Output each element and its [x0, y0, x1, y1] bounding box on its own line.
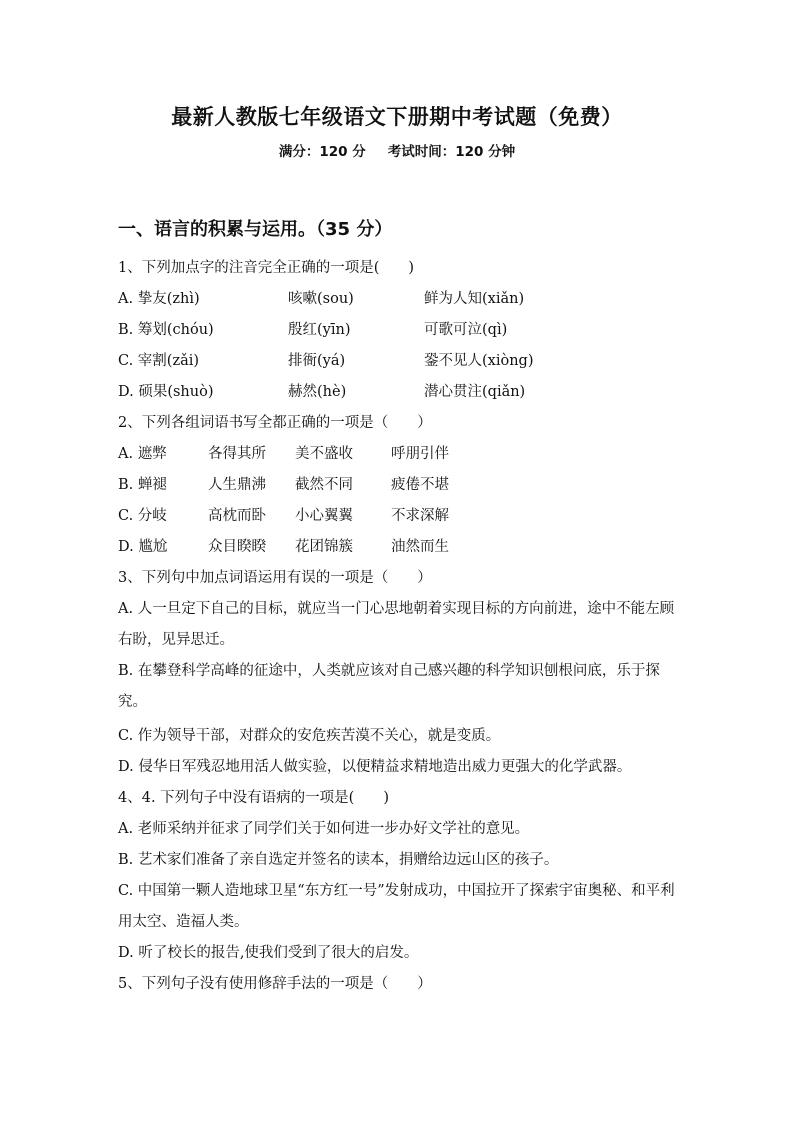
- full-score: 满分：120 分: [278, 144, 366, 160]
- question-3-option-a: A. 人一旦定下自己的目标，就应当一门心思地朝着实现目标的方向前进，途中不能左顾右盼，见异思迁。: [118, 601, 675, 648]
- option-text: 銎不见人(xiòng): [424, 353, 534, 369]
- question-2-option-d: [118, 536, 678, 558]
- question-3-option-b: B. 在攀登科学高峰的征途中，人类就应该对自己感兴趣的科学知识刨根问底，乐于探究。: [118, 663, 660, 710]
- option-text: 人生鼎沸: [208, 477, 266, 493]
- option-text: 呼朋引伴: [391, 446, 449, 462]
- option-text: B. 蝉褪: [118, 477, 167, 493]
- question-4-option-c: C. 中国第一颗人造地球卫星“东方红一号”发射成功，中国拉开了探索宇宙奥秘、和平利用太空、造福人类。: [118, 883, 675, 930]
- question-2-option-b: [118, 474, 678, 496]
- option-text: 花团锦簇: [295, 539, 353, 555]
- option-text: C. 宰割(zǎi): [118, 353, 200, 369]
- option-text: 鲜为人知(xiǎn): [424, 291, 525, 307]
- option-text: C. 分岐: [118, 508, 167, 524]
- option-text: 美不盛收: [295, 446, 353, 462]
- question-4-option-d: D. 听了校长的报告,使我们受到了很大的启发。: [118, 945, 419, 961]
- option-text: 不求深解: [391, 508, 449, 524]
- option-text: D. 尴尬: [118, 539, 168, 555]
- option-text: 截然不同: [295, 477, 353, 493]
- question-2-stem: 2、下列各组词语书写全都正确的一项是（ ）: [118, 415, 432, 431]
- question-4-option-b: B. 艺术家们准备了亲自选定并签名的读本，捐赠给边远山区的孩子。: [118, 852, 559, 868]
- question-3-stem: 3、下列句中加点词语运用有误的一项是（ ）: [118, 570, 432, 586]
- option-text: 各得其所: [208, 446, 266, 462]
- question-5-stem: 5、下列句子没有使用修辞手法的一项是（ ）: [118, 976, 432, 992]
- option-text: A. 遮弊: [118, 446, 167, 462]
- option-text: 油然而生: [391, 539, 449, 555]
- option-text: 小心翼翼: [295, 508, 353, 524]
- option-text: 咳嗽(sou): [288, 291, 354, 307]
- question-4-stem: 4、4. 下列句子中没有语病的一项是( ): [118, 790, 389, 806]
- exam-time: 考试时间：120 分钟: [387, 144, 516, 160]
- question-1-option-b: [118, 319, 678, 341]
- option-text: 疲倦不堪: [391, 477, 449, 493]
- section-heading: 一、语言的积累与运用。（35 分）: [118, 219, 393, 240]
- option-text: 赫然(hè): [288, 384, 347, 400]
- option-text: 可歌可泣(qì): [424, 322, 508, 338]
- option-text: 众目睽睽: [208, 539, 266, 555]
- question-1-option-a: [118, 288, 678, 310]
- question-3-option-c: C. 作为领导干部，对群众的安危疾苦漠不关心，就是变质。: [118, 728, 501, 744]
- option-text: 潜心贯注(qiǎn): [424, 384, 526, 400]
- option-text: B. 筹划(chóu): [118, 322, 214, 338]
- question-2-option-a: [118, 443, 678, 465]
- question-1-stem: 1、下列加点字的注音完全正确的一项是( ): [118, 260, 415, 276]
- option-text: D. 硕果(shuò): [118, 384, 214, 400]
- question-1-option-c: [118, 350, 678, 372]
- option-text: 殷红(yīn): [288, 322, 351, 338]
- question-3-option-d: D. 侵华日军残忍地用活人做实验，以便精益求精地造出威力更强大的化学武器。: [118, 759, 632, 775]
- question-4-option-a: A. 老师采纳并征求了同学们关于如何进一步办好文学社的意见。: [118, 821, 530, 837]
- option-text: 高枕而卧: [208, 508, 266, 524]
- question-1-option-d: [118, 381, 678, 403]
- option-text: 排衙(yá): [288, 353, 346, 369]
- exam-subtitle: [0, 142, 794, 162]
- option-text: A. 挚友(zhì): [118, 291, 200, 307]
- question-2-option-c: [118, 505, 678, 527]
- exam-title: 最新人教版七年级语文下册期中考试题（免费）: [171, 105, 623, 129]
